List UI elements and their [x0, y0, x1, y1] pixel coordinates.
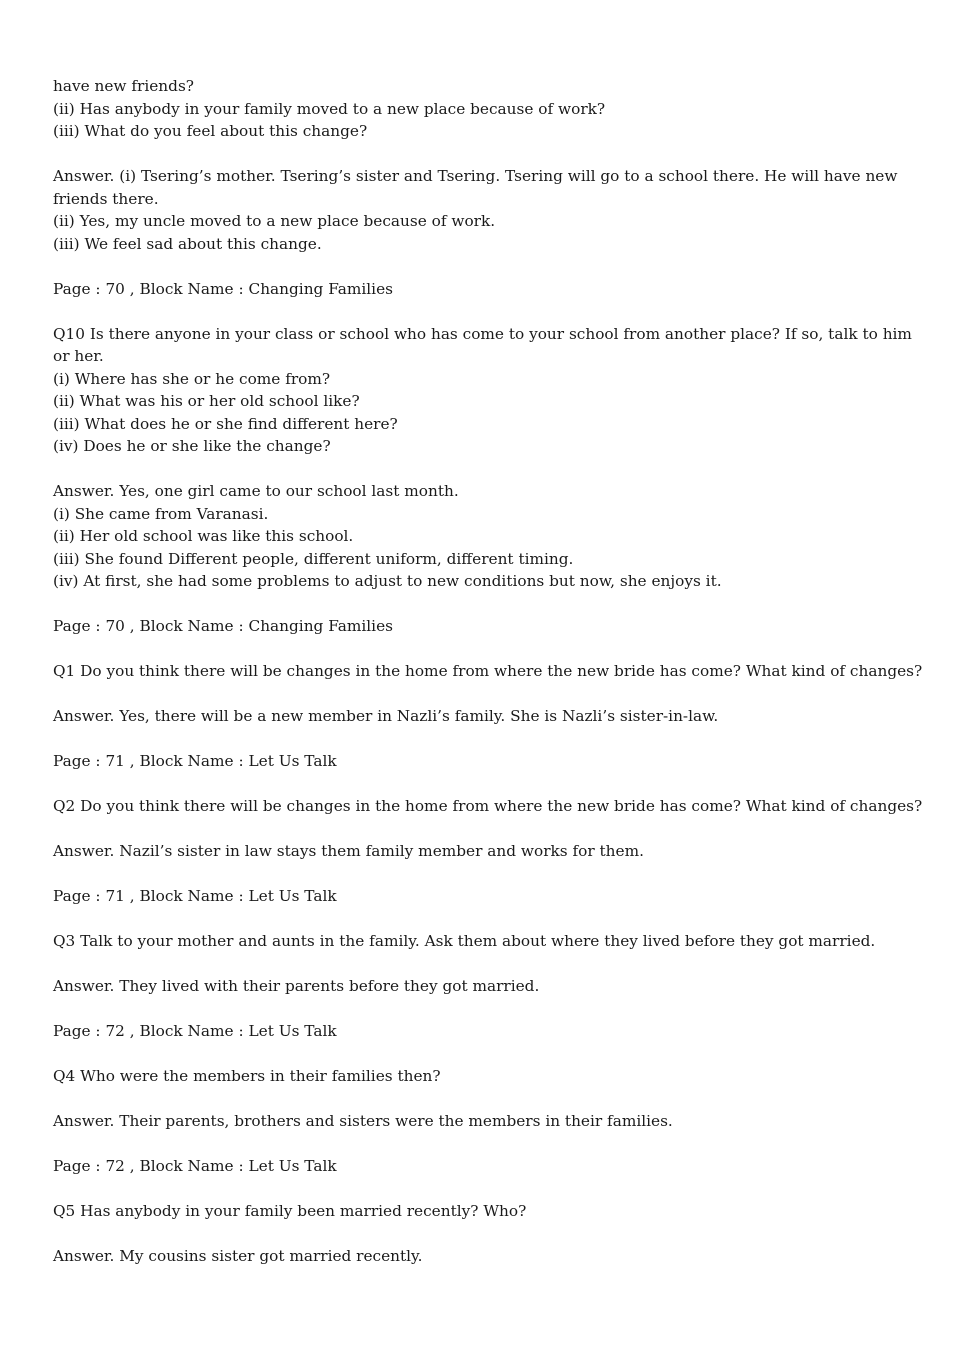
answer-block — [53, 705, 923, 728]
page-reference — [53, 1155, 923, 1178]
document-page — [53, 75, 923, 1290]
question-block — [53, 795, 923, 818]
question-block — [53, 75, 923, 143]
answer-line: Answer. (i) Tsering’s mother. Tsering’s sister and Tsering. Tsering will go to a school there. He will have new friends there. — [53, 167, 898, 208]
question-line: have new friends? — [53, 77, 195, 95]
question-block — [53, 323, 923, 458]
answer-line: Answer. Nazil’s sister in law stays them family member and works for them. — [53, 842, 644, 860]
answer-block — [53, 480, 923, 593]
question-line: Q2 Do you think there will be changes in the home from where the new bride has come? What kind of changes? — [53, 797, 923, 815]
question-line: Q3 Talk to your mother and aunts in the family. Ask them about where they lived before they got married. — [53, 932, 876, 950]
page-reference-text: Page : 70 , Block Name : Changing Families — [53, 279, 393, 298]
question-line: (ii) Has anybody in your family moved to a new place because of work? — [53, 99, 606, 118]
question-line: (iv) Does he or she like the change? — [53, 437, 331, 455]
answer-line: Answer. Their parents, brothers and sisters were the members in their families. — [53, 1112, 673, 1130]
question-block — [53, 660, 923, 683]
question-line: (iii) What do you feel about this change? — [53, 122, 368, 140]
question-line: (iii) What does he or she find different here? — [53, 414, 398, 433]
page-reference-text: Page : 72 , Block Name : Let Us Talk — [53, 1157, 337, 1175]
question-block — [53, 930, 923, 953]
question-line: (ii) What was his or her old school like? — [53, 392, 360, 410]
question-line: (i) Where has she or he come from? — [53, 369, 331, 388]
answer-line: Answer. Yes, there will be a new member in Nazli’s family. She is Nazli’s sister-in-law. — [53, 707, 719, 725]
answer-line: (iii) She found Different people, different uniform, different timing. — [53, 549, 574, 568]
question-line: Q5 Has anybody in your family been married recently? Who? — [53, 1202, 527, 1220]
question-line: Q10 Is there anyone in your class or school who has come to your school from another place? If so, talk to him or her. — [53, 324, 912, 365]
answer-line: Answer. They lived with their parents before they got married. — [53, 977, 540, 995]
answer-block — [53, 1245, 923, 1268]
page-reference-text: Page : 71 , Block Name : Let Us Talk — [53, 752, 337, 770]
question-block — [53, 1200, 923, 1223]
answer-block — [53, 840, 923, 863]
page-reference — [53, 750, 923, 773]
page-reference — [53, 885, 923, 908]
answer-line: (ii) Yes, my uncle moved to a new place because of work. — [53, 212, 496, 230]
page-reference-text: Page : 71 , Block Name : Let Us Talk — [53, 887, 337, 905]
page-reference — [53, 278, 923, 301]
question-line: Q4 Who were the members in their families then? — [53, 1067, 441, 1085]
page-reference — [53, 1020, 923, 1043]
question-line: Q1 Do you think there will be changes in the home from where the new bride has come? What kind of changes? — [53, 662, 923, 680]
answer-line: Answer. My cousins sister got married recently. — [53, 1247, 423, 1265]
answer-block — [53, 165, 923, 255]
answer-line: (ii) Her old school was like this school. — [53, 527, 354, 545]
answer-line: (iii) We feel sad about this change. — [53, 234, 322, 253]
page-reference — [53, 615, 923, 638]
answer-line: (i) She came from Varanasi. — [53, 504, 269, 523]
answer-block — [53, 975, 923, 998]
answer-line: Answer. Yes, one girl came to our school last month. — [53, 482, 459, 500]
answer-line: (iv) At first, she had some problems to adjust to new conditions but now, she enjoys it. — [53, 572, 722, 590]
page-reference-text: Page : 70 , Block Name : Changing Families — [53, 617, 393, 635]
question-block — [53, 1065, 923, 1088]
answer-block — [53, 1110, 923, 1133]
page-reference-text: Page : 72 , Block Name : Let Us Talk — [53, 1022, 337, 1040]
